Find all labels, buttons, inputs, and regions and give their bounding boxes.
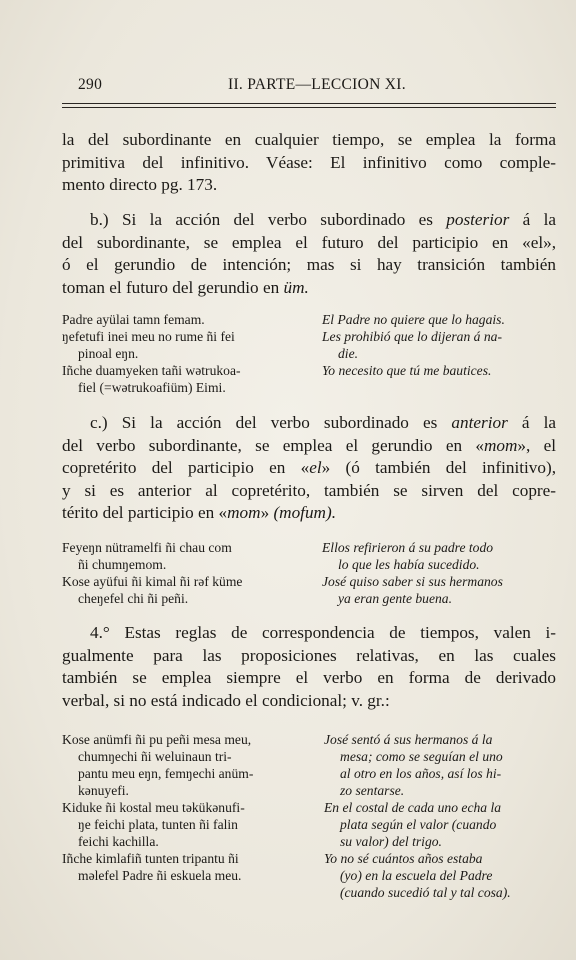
paragraph-4 [62,622,556,712]
example-mapuche [62,328,312,362]
example-line: su valor) del trigo. [340,834,442,849]
example-row [62,362,556,396]
example-spanish [322,311,556,328]
example-line: zo sentarse. [340,783,405,798]
text-line: también se emplea siempre el verbo en forma de derivado [62,668,556,687]
text-line: primitiva del infinitivo. Véase: El infinitivo como comple- [62,152,556,172]
paragraph-continuation [62,129,556,197]
example-line: Iñche duamyeken tañi wətrukoa- [62,363,241,378]
text-line [62,412,556,435]
text-line: gualmente para las proposiciones relativas, en las cuales [62,645,556,665]
text-run: á la [507,413,556,432]
example-mapuche [62,799,312,850]
text-line [62,502,556,525]
example-line: En el costal de cada uno echa la [324,800,502,815]
text-run: b.) Si la acción del verbo subordinado es [90,210,447,229]
example-line: məlefel Padre ñi eskuela meu. [78,868,242,883]
keyword-anterior: anterior [451,413,508,432]
example-line: plata según el valor (cuando [340,817,497,832]
example-row [62,731,556,799]
example-line: Ellos refirieron á su padre todo [322,540,494,555]
text-line [62,457,556,480]
example-row [62,799,556,850]
text-run: » (ó también del infinitivo), [321,458,556,477]
example-line: José sentó á sus hermanos á la [324,732,493,747]
example-line: cheŋefel chi ñi peñi. [78,591,189,606]
paragraph-c [62,412,556,525]
text-run: térito del participio en « [62,503,228,522]
text-line [62,435,556,458]
example-mapuche [62,573,312,607]
example-line: pantu meu eŋn, femŋechi anüm- [78,766,254,781]
example-spanish [322,362,556,396]
examples-b [62,311,556,396]
keyword-mom: mom [483,435,518,455]
keyword-el: el [309,458,322,477]
example-row [62,573,556,607]
running-head: II. PARTE—LECCION XI. [228,76,406,93]
example-spanish [322,328,556,362]
example-spanish [324,850,556,901]
text-line: mento directo pg. 173. [62,175,218,194]
text-run: copretérito del participio en « [62,458,310,477]
example-mapuche [62,362,312,396]
example-line: pinoal eŋn. [78,346,139,361]
page-header [64,76,558,98]
example-line: (yo) en la escuela del Padre [340,868,493,883]
example-spanish [322,573,556,607]
examples-4 [62,731,556,901]
example-line: die. [338,346,359,361]
examples-c [62,539,556,607]
example-row [62,539,556,573]
example-row [62,328,556,362]
example-line: ya eran gente buena. [338,591,453,606]
example-line: Kiduke ñi kostal meu təkükənufi- [62,800,245,815]
example-line: lo que les había sucedido. [338,557,480,572]
text-line [62,209,556,232]
example-line: ŋefetufi inei meu no rume ñi fei [62,329,235,344]
example-line: feichi kachilla. [78,834,159,849]
text-run: » [260,503,274,522]
example-line: Yo no sé cuántos años estaba [324,851,483,866]
example-line: (cuando sucedió tal y tal cosa). [340,885,511,900]
example-mapuche [62,311,312,328]
example-line: Feyeŋn nütramelfi ñi chau com [62,540,232,555]
text-run: c.) Si la acción del verbo subordinado es [90,413,452,432]
example-line: chumŋechi ñi weluinaun tri- [78,749,232,764]
example-line: ñi chumŋemom. [78,557,167,572]
example-spanish [322,539,556,573]
text-run: », el [517,435,556,455]
example-line: Kose ayüfui ñi kimal ñi rəf küme [62,574,243,589]
example-line: al otro en los años, así los hi- [340,766,502,781]
example-mapuche [62,539,312,573]
text-line [62,277,556,300]
example-line: ŋe feichi plata, tunten ñi falin [78,817,238,832]
text-run: del verbo subordinante, se emplea el gerundio en « [62,435,484,455]
example-line: Yo necesito que tú me bautices. [322,363,492,378]
example-line: mesa; como se seguían el uno [340,749,503,764]
text-line: 4.° Estas reglas de correspondencia de tiempos, valen i- [90,623,556,642]
example-spanish [324,799,556,850]
example-line: Iñche kimlafiñ tunten tripantu ñi [62,851,239,866]
text-run: toman el futuro del gerundio en [62,277,284,297]
text-line: y si es anterior al copretérito, también se sirven del copre- [62,480,556,500]
keyword-mofum: (mofum). [273,503,336,522]
text-line: la del subordinante en cualquier tiempo, se emplea la forma [62,130,556,149]
example-line: kənuyefi. [78,783,129,798]
text-line: ó el gerundio de intención; mas si hay transición también [62,255,556,274]
example-spanish [324,731,556,799]
example-line: El Padre no quiere que lo hagais. [322,312,505,327]
keyword-posterior: posterior [446,210,510,229]
text-run: á la [509,210,556,229]
example-line: José quiso saber si sus hermanos [322,574,503,589]
header-rule [62,103,556,108]
text-line: verbal, si no está indicado el condicional; v. gr.: [62,690,390,710]
text-line: del subordinante, se emplea el futuro del participio en «el», [62,232,556,252]
example-mapuche [62,731,312,799]
example-line: Padre ayülai tamn femam. [62,312,205,327]
keyword-mom: mom [227,503,261,522]
example-row [62,311,556,328]
example-line: Kose anümfi ñi pu peñi mesa meu, [62,732,252,747]
example-line: Les prohibió que lo dijeran á na- [322,329,502,344]
example-line: fiel (=wətrukoafiüm) Eimi. [78,380,226,395]
paragraph-b [62,209,556,299]
example-mapuche [62,850,312,901]
page-number: 290 [78,76,103,93]
keyword-um: üm. [283,277,309,297]
example-row [62,850,556,901]
